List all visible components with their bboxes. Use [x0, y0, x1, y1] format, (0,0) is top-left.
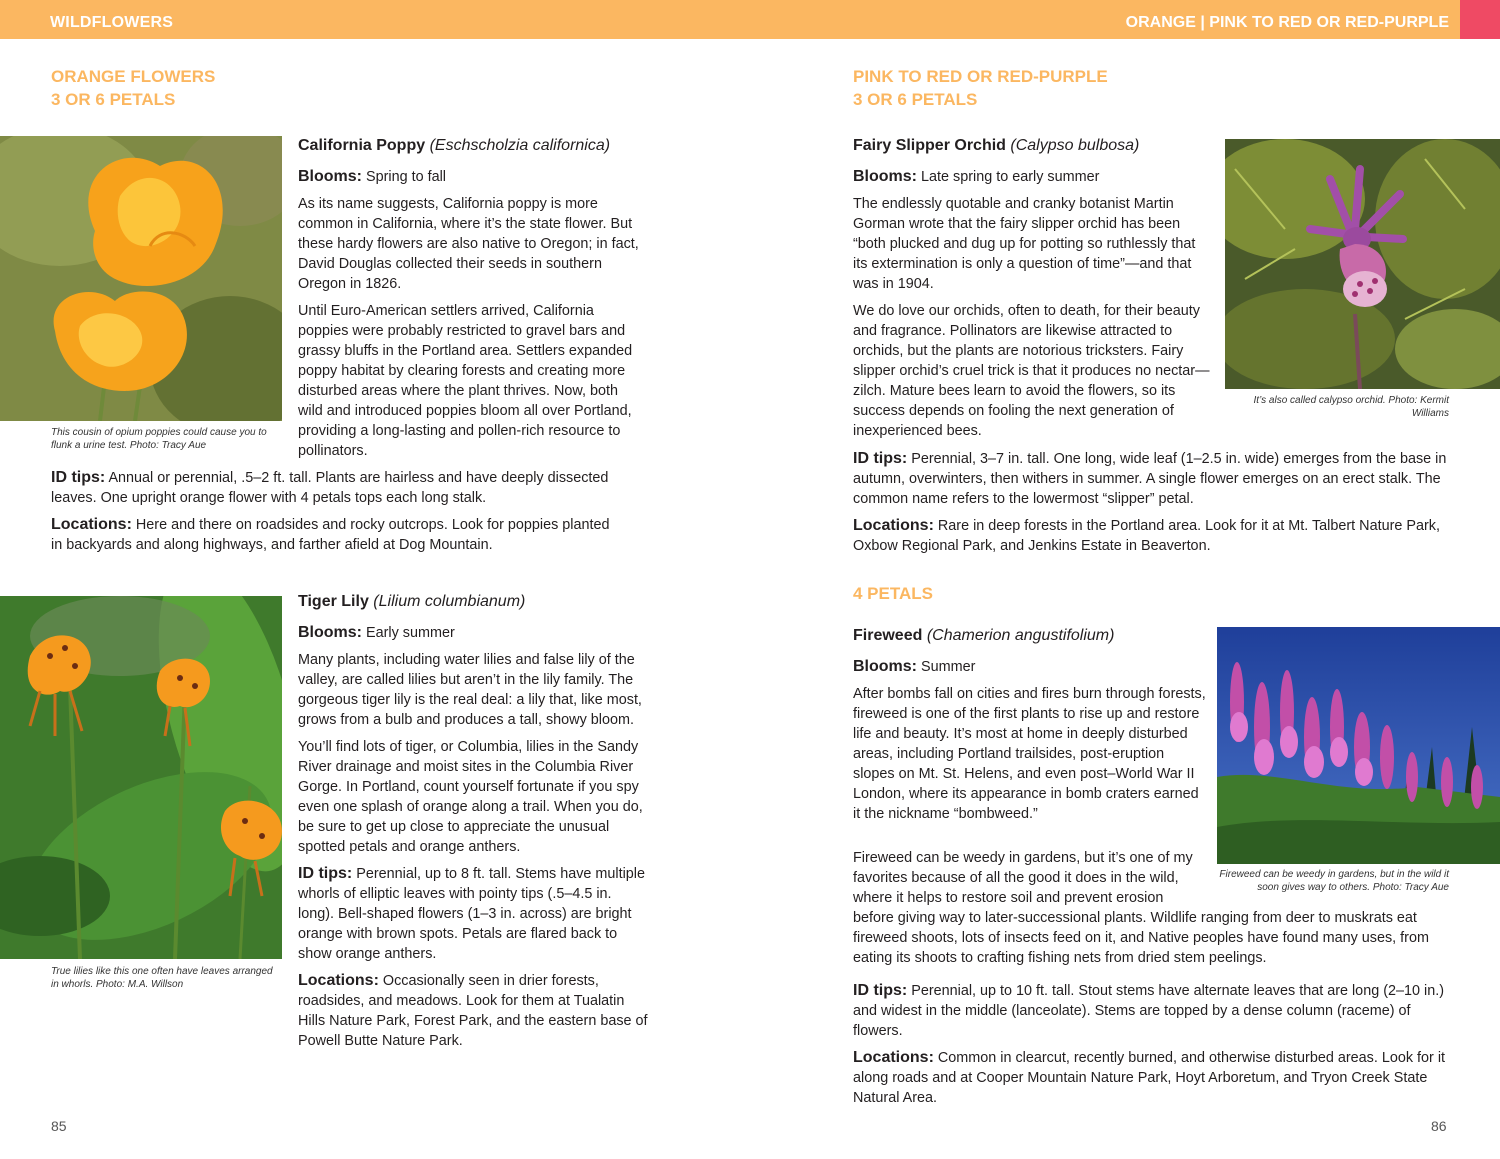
fireweed-paragraph-2: Fireweed can be weedy in gardens, but it’s one of my favorites because of all the good it does in the wild, where it helps to restore soil and prevent erosion before giving way to later-successional plants. Wildlife ranging from deer to muskrats eat fireweed shoots, lots of insects feed on it, and Native peoples have found many uses, from eating its shoots to crafting fishing nets from dried stem peelings.: [853, 850, 1429, 966]
fairy-slipper-locations-text: Rare in deep forests in the Portland area. Look for it at Mt. Talbert Nature Park, Oxbow Regional Park, and Jenkins Estate in Beaverton.: [853, 518, 1440, 554]
fairy-slipper-locations-label: Locations:: [853, 517, 934, 534]
fireweed-photo: [1217, 627, 1500, 864]
fireweed-title: [853, 626, 1114, 646]
fireweed-common-name: Fireweed: [853, 627, 923, 644]
tiger-lily-title: [298, 592, 525, 612]
section-heading-pink: [853, 65, 1108, 111]
poppy-title: [298, 136, 610, 156]
fairy-slipper-id-label: ID tips:: [853, 450, 908, 467]
fireweed-photo-caption: Fireweed can be weedy in gardens, but in the wild it soon gives way to others. Photo: Tracy Aue: [1219, 869, 1449, 893]
california-poppy-photo: [0, 136, 282, 421]
header-right-title: ORANGE | PINK TO RED OR RED-PURPLE: [1125, 14, 1449, 31]
section-heading-line2: 3 OR 6 PETALS: [853, 90, 978, 109]
fairy-slipper-common-name: Fairy Slipper Orchid: [853, 137, 1006, 154]
page-number-left: 85: [51, 1118, 67, 1134]
fairy-slipper-blooms-value: Late spring to early summer: [921, 169, 1100, 185]
poppy-description: [298, 167, 643, 468]
poppy-paragraph-2: Until Euro-American settlers arrived, California poppies were probably restricted to gravel bars and grassy bluffs in the Portland area. Settlers expanded poppy habitat by clearing forests and creating more disturbed areas where the plant thrives. Now, both wild and introduced poppies bloom all over Portland, providing a long-lasting and pollen-rich resource to pollinators.: [298, 303, 633, 459]
poppy-common-name: California Poppy: [298, 137, 426, 154]
poppy-locations-label: Locations:: [51, 516, 132, 533]
poppy-photo-caption: This cousin of opium poppies could cause you to flunk a urine test. Photo: Tracy Aue: [51, 427, 267, 451]
page-number-right: 86: [1431, 1118, 1447, 1134]
header-left-title: WILDFLOWERS: [50, 14, 174, 31]
tiger-lily-blooms-value: Early summer: [366, 625, 455, 641]
tiger-lily-description: [298, 623, 648, 1058]
tiger-lily-id-text: Perennial, up to 8 ft. tall. Stems have multiple whorls of elliptic leaves with pointy tips (.5–4.5 in. long). Bell-shaped flowers (1–3 in. across) are bright orange with brown spots. Petals are flared back to show orange anthers.: [298, 866, 645, 962]
tiger-lily-paragraph-2: You’ll find lots of tiger, or Columbia, lilies in the Sandy River drainage and moist sites in the Columbia River Gorge. In Portland, count yourself fortunate if you spy even one splash of orange along a trail. When you do, be sure to get up close to appreciate the unusual spotted petals and orange anthers.: [298, 739, 643, 855]
fireweed-latin-name: (Chamerion angustifolium): [926, 627, 1115, 644]
fireweed-paragraph-1: After bombs fall on cities and fires burn through forests, fireweed is one of the first plants to rise up and restore life and beauty. It’s most at home in deeply disturbed areas, including Portland trailsides, post-eruption slopes on Mt. St. Helens, and even post–World War II London, where its appearance in bomb craters earned it the nickname “bombweed.”: [853, 686, 1206, 822]
fairy-slipper-blooms-label: Blooms:: [853, 168, 917, 185]
tiger-lily-photo-caption: True lilies like this one often have leaves arranged in whorls. Photo: M.A. Willson: [51, 966, 273, 990]
section-heading-line1: ORANGE FLOWERS: [51, 67, 216, 86]
poppy-locations-text: Here and there on roadsides and rocky outcrops. Look for poppies planted in backyards and along highways, and farther afield at Dog Mountain.: [51, 517, 610, 553]
tiger-lily-locations-text: Occasionally seen in drier forests, roadsides, and meadows. Look for them at Tualatin Hills Nature Park, Forest Park, and the eastern base of Powell Butte Nature Park.: [298, 973, 648, 1049]
fireweed-id-text: Perennial, up to 10 ft. tall. Stout stems have alternate leaves that are long (2–10 in.) and widest in the middle (lanceolate). Stems are topped by a dense column (raceme) of flowers.: [853, 983, 1444, 1039]
poppy-id-label: ID tips:: [51, 469, 106, 486]
fairy-slipper-latin-name: (Calypso bulbosa): [1010, 137, 1140, 154]
fairy-slipper-id-text: Perennial, 3–7 in. tall. One long, wide leaf (1–2.5 in. wide) emerges from the base in autumn, overwinters, then withers in summer. A single flower emerges on an erect stalk. The common name refers to the lowermost “slipper” petal.: [853, 451, 1447, 507]
photo-wrap-spacer: [1200, 848, 1450, 890]
fireweed-continued: [853, 848, 1450, 1115]
fairy-slipper-paragraph-1: The endlessly quotable and cranky botanist Martin Gorman wrote that the fairy slipper orchid has been “both plucked and dug up for potting so ruthlessly that its extermination is only a question of time”—and that was in 1904.: [853, 196, 1196, 292]
poppy-id-tips: [51, 468, 621, 562]
fairy-slipper-description: [853, 167, 1211, 448]
poppy-paragraph-1: As its name suggests, California poppy is more common in California, where it’s the state flower. But these hardy flowers are also native to Oregon; in fact, David Douglas collected their seeds in southern Oregon in 1826.: [298, 196, 639, 292]
tiger-lily-common-name: Tiger Lily: [298, 593, 369, 610]
section-heading-line1: PINK TO RED OR RED-PURPLE: [853, 67, 1108, 86]
section-heading-4-petals: 4 PETALS: [853, 584, 933, 603]
poppy-id-text: Annual or perennial, .5–2 ft. tall. Plants are hairless and have deeply dissected leaves. One upright orange flower with 4 petals tops each long stalk.: [51, 470, 609, 506]
fairy-slipper-paragraph-2: We do love our orchids, often to death, for their beauty and fragrance. Pollinators are likewise attracted to orchids, but the plants are notorious tricksters. Fairy slipper orchid’s cruel trick is that it produces no nectar—zilch. Mature bees learn to avoid the flowers, so its success depends on fooling the next generation of inexperienced bees.: [853, 303, 1210, 439]
poppy-blooms-label: Blooms:: [298, 168, 362, 185]
fairy-slipper-photo-caption: It’s also called calypso orchid. Photo: Kermit Williams: [1253, 395, 1449, 419]
fireweed-locations-text: Common in clearcut, recently burned, and otherwise disturbed areas. Look for it along roads and at Cooper Mountain Nature Park, Hoyt Arboretum, and Tryon Creek State Natural Area.: [853, 1050, 1446, 1106]
tiger-lily-locations-label: Locations:: [298, 972, 379, 989]
poppy-blooms-value: Spring to fall: [366, 169, 446, 185]
fireweed-id-label: ID tips:: [853, 982, 908, 999]
fireweed-blooms-label: Blooms:: [853, 658, 917, 675]
tiger-lily-blooms-label: Blooms:: [298, 624, 362, 641]
fireweed-description: [853, 657, 1208, 831]
fireweed-locations-label: Locations:: [853, 1049, 934, 1066]
section-heading-orange: [51, 65, 215, 111]
chapter-tab: [1460, 0, 1500, 39]
tiger-lily-id-label: ID tips:: [298, 865, 353, 882]
fairy-slipper-id-tips: [853, 449, 1450, 563]
section-heading-line2: 3 OR 6 PETALS: [51, 90, 176, 109]
tiger-lily-paragraph-1: Many plants, including water lilies and false lily of the valley, are called lilies but aren’t in the lily family. The gorgeous tiger lily is the real deal: a lily that, like most, grows from a bulb and produces a tall, showy bloom.: [298, 652, 642, 728]
fairy-slipper-photo: [1225, 139, 1500, 389]
running-header: [0, 0, 1500, 39]
tiger-lily-latin-name: (Lilium columbianum): [373, 593, 526, 610]
poppy-latin-name: (Eschscholzia californica): [429, 137, 611, 154]
fairy-slipper-title: [853, 136, 1139, 156]
fireweed-blooms-value: Summer: [921, 659, 976, 675]
tiger-lily-photo: [0, 596, 282, 959]
